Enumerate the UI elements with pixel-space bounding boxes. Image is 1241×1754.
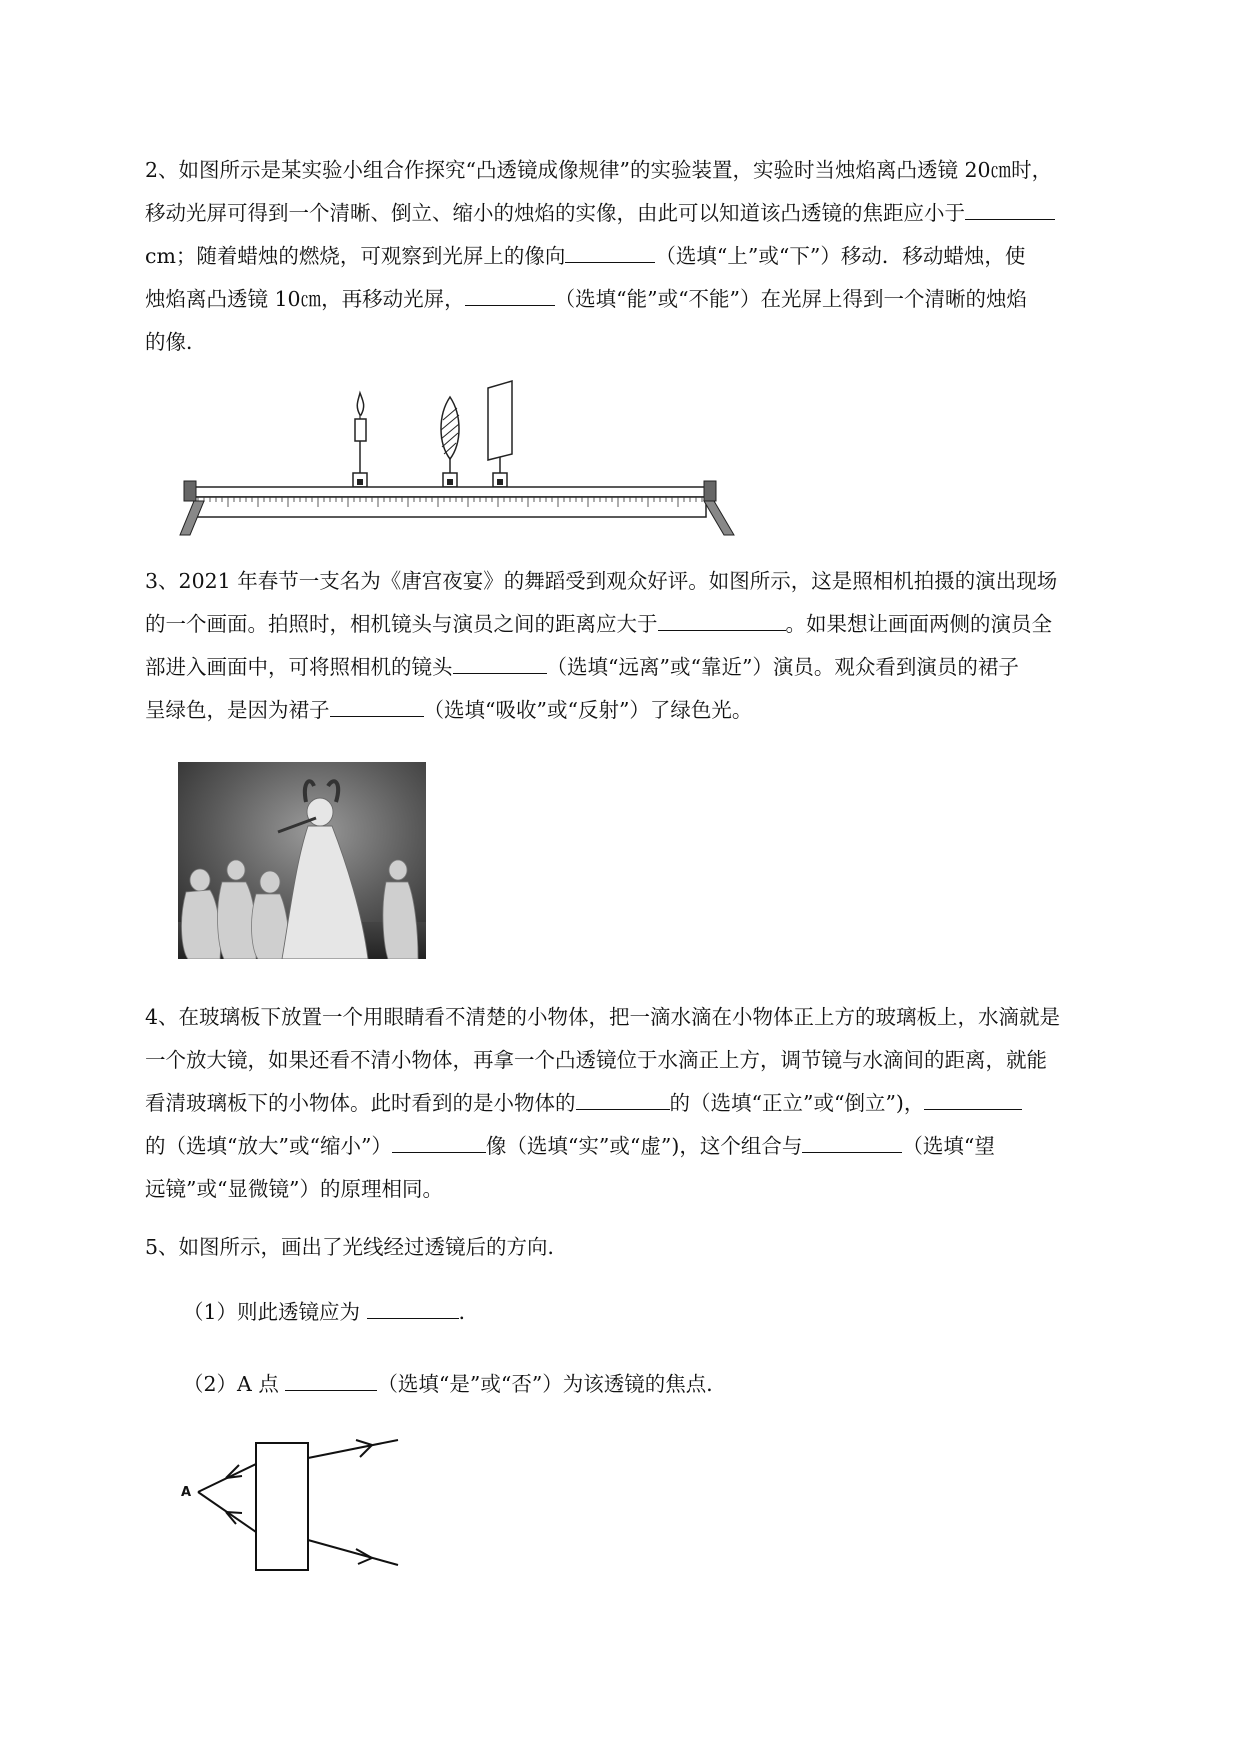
answer-blank[interactable] (576, 1089, 670, 1110)
light-screen-icon (488, 381, 512, 460)
rail-left-leg (180, 501, 204, 535)
candle-icon (355, 419, 366, 441)
answer-blank[interactable] (285, 1370, 377, 1391)
answer-blank[interactable] (330, 696, 424, 717)
point-a-label: A (181, 1485, 192, 1500)
question-4 (145, 996, 1150, 1211)
q3-line-3: 部进入画面中，可将照相机的镜头 （选填“远离”或“靠近”）演员。观众看到演员的裙子 (145, 655, 1019, 679)
q3-line-1: 3、2021 年春节一支名为《唐宫夜宴》的舞蹈受到观众好评。如图所示，这是照相机拍摄的演出现场 (145, 569, 1058, 593)
answer-blank[interactable] (392, 1132, 486, 1153)
rail-right-leg (704, 501, 734, 535)
q5-line-1: 5、如图所示，画出了光线经过透镜后的方向． (145, 1235, 569, 1259)
answer-blank[interactable] (658, 610, 786, 631)
q2-line-4: 烛焰离凸透镜 10㎝，再移动光屏， （选填“能”或“不能”）在光屏上得到一个清晰的烛焰 (145, 287, 1028, 311)
optical-rail (194, 487, 706, 497)
optical-bench-figure (178, 375, 738, 540)
lens-ray-diagram (176, 1428, 416, 1578)
lens-box (256, 1443, 308, 1570)
answer-blank[interactable] (924, 1089, 1022, 1110)
q2-line-5: 的像． (145, 330, 207, 354)
q2-line-2: 移动光屏可得到一个清晰、倒立、缩小的烛焰的实像，由此可以知道该凸透镜的焦距应小于 (145, 192, 1150, 235)
q2-line-3: cm；随着蜡烛的燃烧，可观察到光屏上的像向 （选填“上”或“下”）移动．移动蜡烛，使 (145, 244, 1026, 268)
q4-line-4: 的（选填“放大”或“缩小”） 像（选填“实”或“虚”)，这个组合与 （选填“望 (145, 1134, 995, 1158)
answer-blank[interactable] (465, 285, 555, 306)
answer-blank[interactable] (965, 199, 1055, 220)
q5-sub-2: （2）A 点 （选填“是”或“否”）为该透镜的焦点． (183, 1372, 727, 1396)
q3-line-2: 的一个画面。拍照时，相机镜头与演员之间的距离应大于 。如果想让画面两侧的演员全 (145, 612, 1052, 636)
q4-line-5: 远镜”或“显微镜”）的原理相同。 (145, 1177, 443, 1201)
question-5 (145, 1226, 1150, 1269)
question-2 (145, 149, 1150, 364)
q2-line-1: 2、如图所示是某实验小组合作探究“凸透镜成像规律”的实验装置，实验时当烛焰离凸透镜 20㎝时， (145, 158, 1053, 182)
answer-blank[interactable] (367, 1298, 459, 1319)
dance-performance-photo (178, 762, 426, 959)
candle-flame-icon (357, 393, 363, 415)
q5-sub-1: （1）则此透镜应为 ． (183, 1300, 480, 1324)
answer-blank[interactable] (565, 242, 655, 263)
q4-line-2: 一个放大镜，如果还看不清小物体，再拿一个凸透镜位于水滴正上方，调节镜与水滴间的距离，就能 (145, 1048, 1047, 1072)
answer-blank[interactable] (802, 1132, 902, 1153)
q3-line-4: 呈绿色，是因为裙子 （选填“吸收”或“反射”）了绿色光。 (145, 698, 753, 722)
q4-line-3: 看清玻璃板下的小物体。此时看到的是小物体的 的（选填“正立”或“倒立”)， (145, 1082, 1150, 1125)
q4-line-1: 4、在玻璃板下放置一个用眼睛看不清楚的小物体，把一滴水滴在小物体正上方的玻璃板上，水滴就是 (145, 1005, 1061, 1029)
answer-blank[interactable] (453, 653, 547, 674)
question-3 (145, 560, 1150, 732)
